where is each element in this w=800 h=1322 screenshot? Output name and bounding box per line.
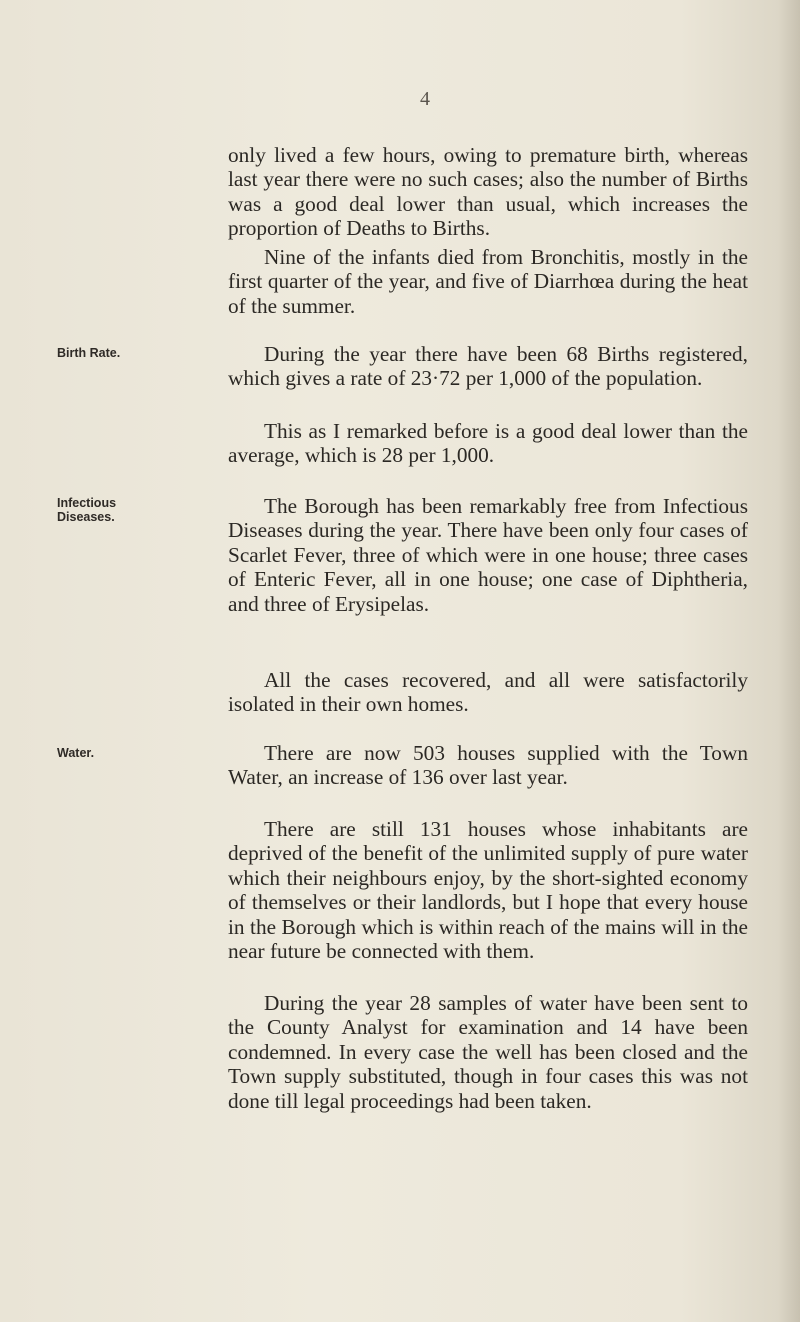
paragraph-average-rate: This as I remarked before is a good deal lower than the average, which is 28 per 1,000. xyxy=(228,419,748,468)
page-number: 4 xyxy=(420,88,430,110)
paragraph-births-registered: During the year there have been 68 Births registered, which gives a rate of 23·72 per 1,000 of the population. xyxy=(228,342,748,391)
paragraph-cases-recovered: All the cases recovered, and all were satisfactorily isolated in their own homes. xyxy=(228,668,748,717)
sidenote-water: Water. xyxy=(57,746,95,760)
paragraph-infant-deaths: Nine of the infants died from Bronchitis, mostly in the first quarter of the year, and five of Diarrhœa during the heat of the summer. xyxy=(228,245,748,318)
paragraph-premature-births: only lived a few hours, owing to premature birth, whereas last year there were no such cases; also the number of Births was a good deal lower than usual, which increases the proportion of Deaths to Births. xyxy=(228,143,748,241)
sidenote-infectious-line2: Diseases. xyxy=(57,510,115,524)
paragraph-water-samples: During the year 28 samples of water have been sent to the County Analyst for examination and 14 have been condemned. In every case the well has been closed and the Town supply substituted, though in four cases this was not done till legal proceedings had been taken. xyxy=(228,991,748,1113)
paragraph-unsupplied-houses: There are still 131 houses whose inhabitants are deprived of the benefit of the unlimited supply of pure water which their neighbours enjoy, by the short-sighted economy of themselves or their landlords, but I hope that every house in the Borough which is within reach of the mains will in the near future be connected with them. xyxy=(228,817,748,964)
paragraph-infectious-diseases: The Borough has been remarkably free from Infectious Diseases during the year. There have been only four cases of Scarlet Fever, three of which were in one house; three cases of Enteric Fever, all in one house; one case of Diphtheria, and three of Erysipelas. xyxy=(228,494,748,616)
paragraph-town-water: There are now 503 houses supplied with the Town Water, an increase of 136 over last year. xyxy=(228,741,748,790)
page-edge-shadow xyxy=(778,0,800,1322)
sidenote-birth-rate: Birth Rate. xyxy=(57,346,121,360)
sidenote-infectious-diseases xyxy=(57,496,162,524)
sidenote-infectious-line1: Infectious xyxy=(57,496,117,510)
